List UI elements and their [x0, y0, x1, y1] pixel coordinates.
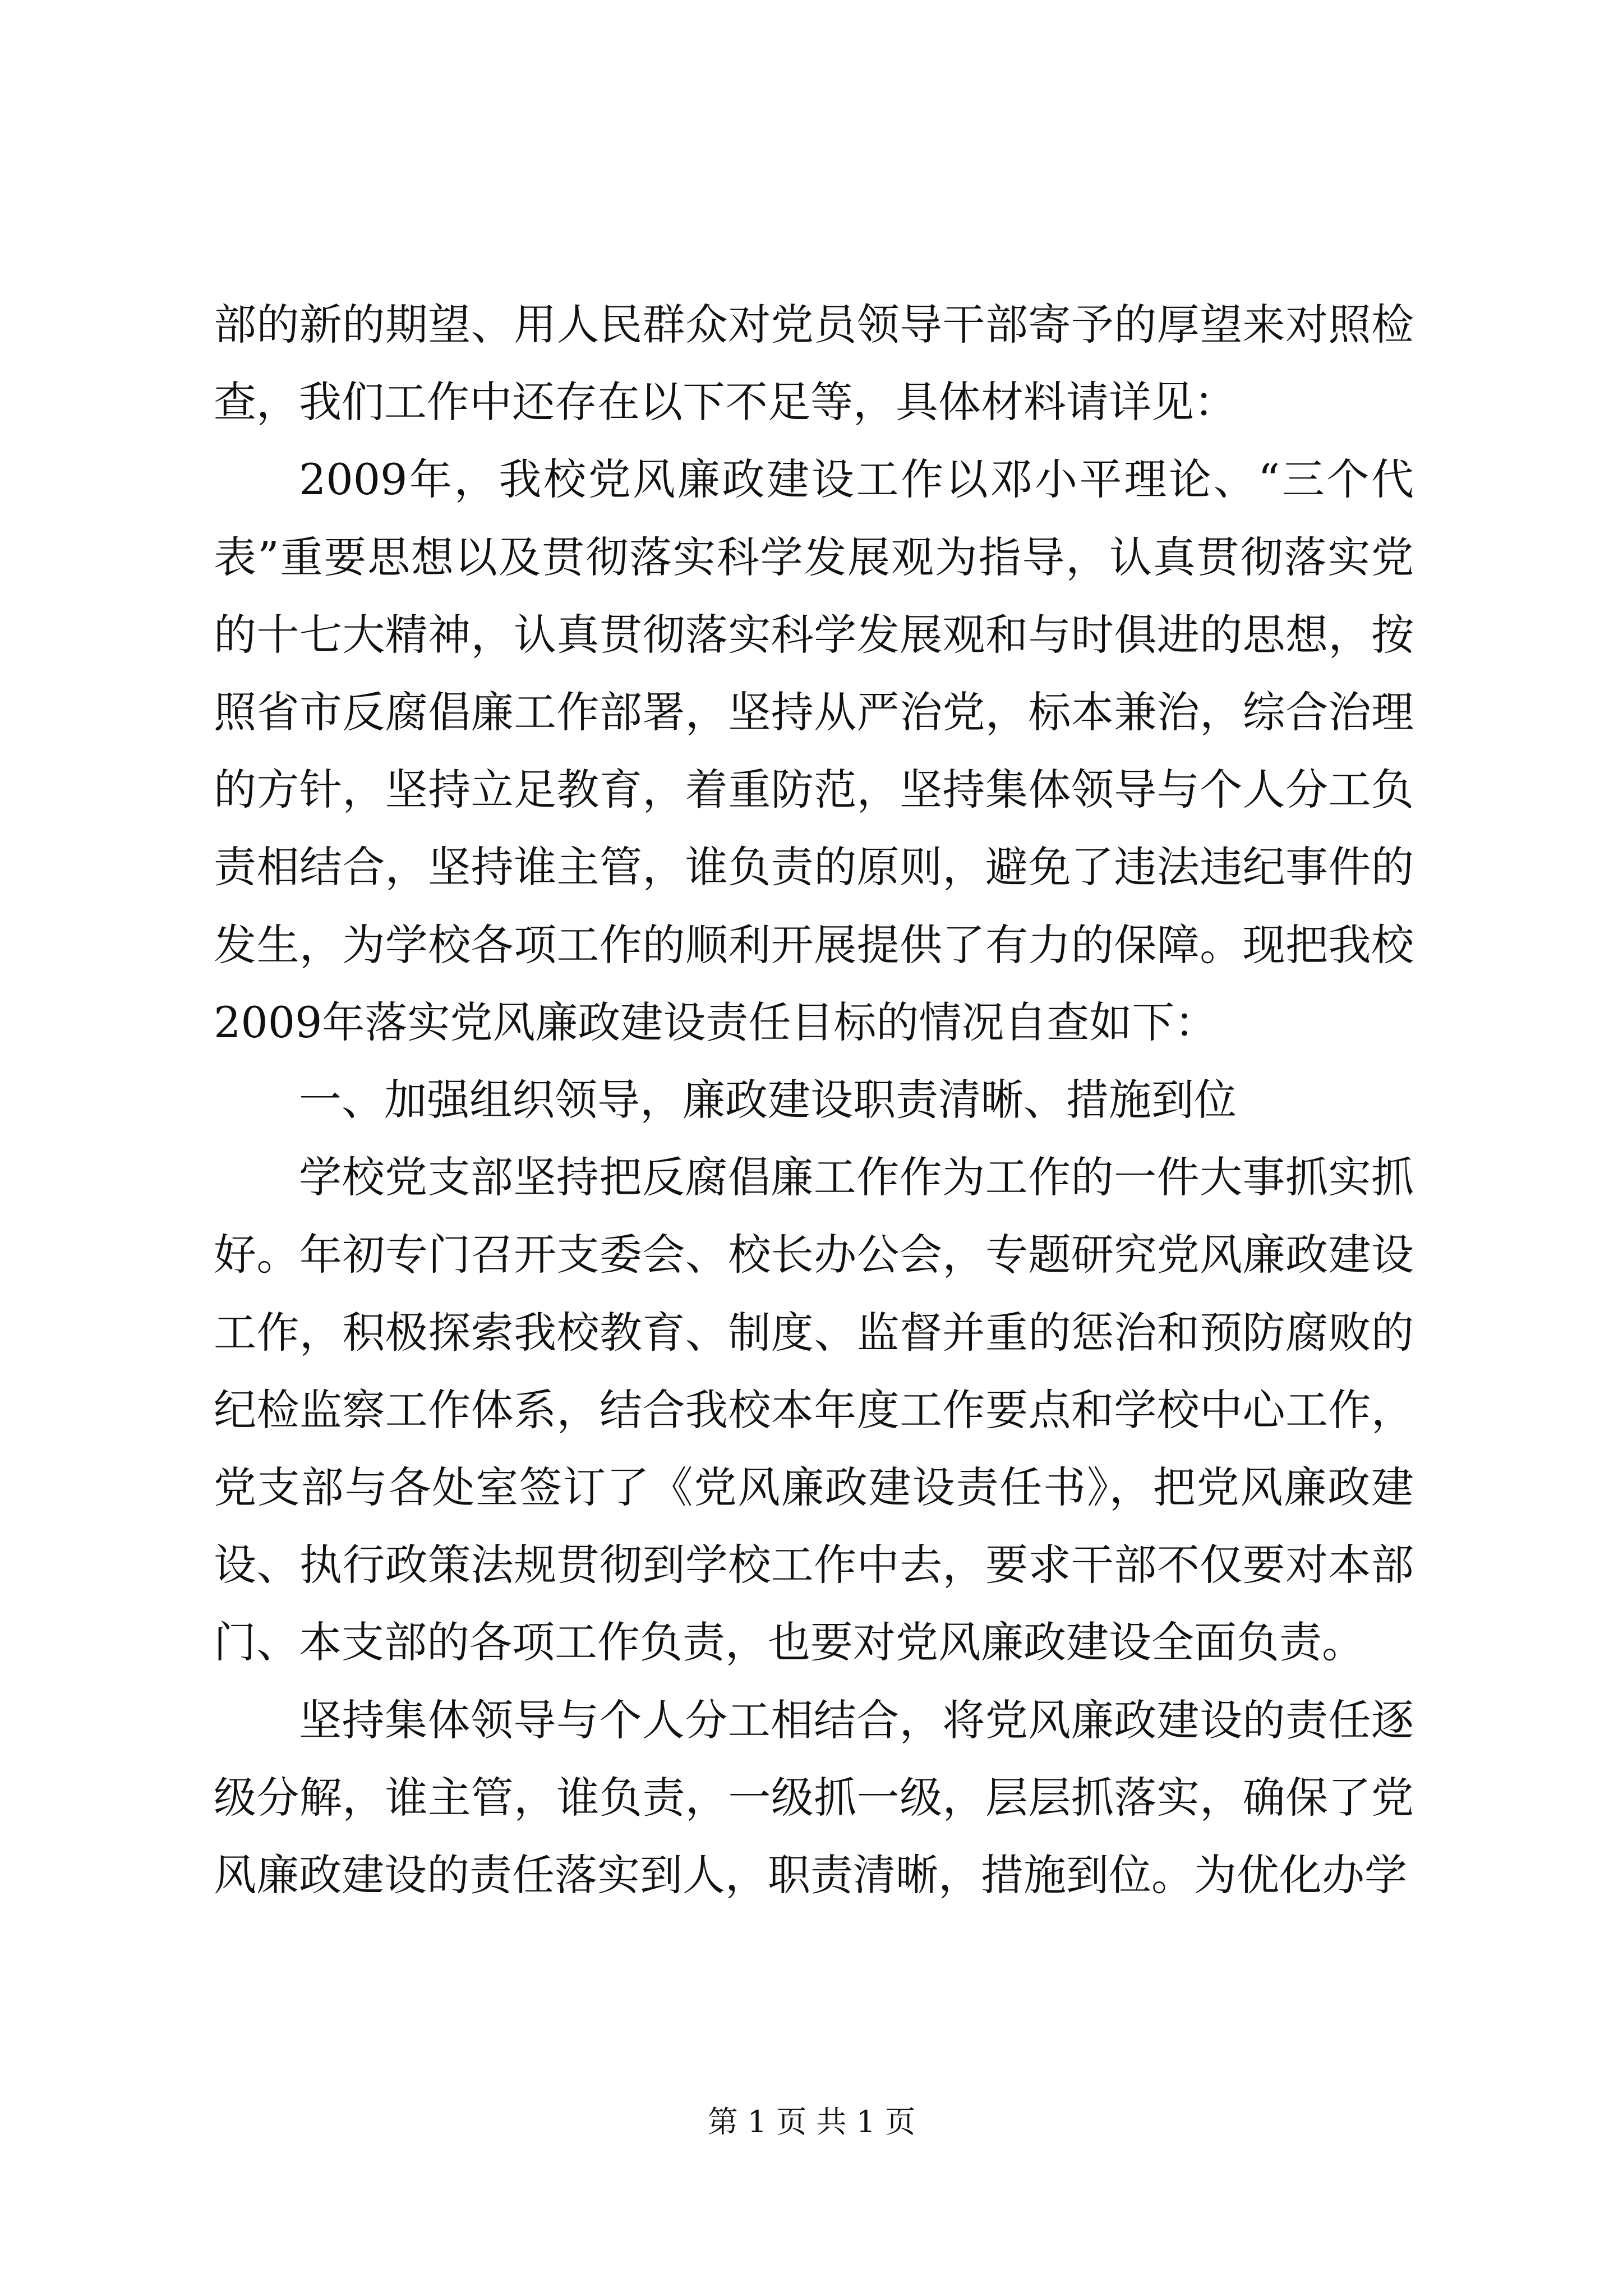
paragraph-intro: 2009年，我校党风廉政建设工作以邓小平理论、“三个代表”重要思想以及贯彻落实科学发展观为指导，认真贯彻落实党的十七大精神，认真贯彻落实科学发展观和与时俱进的思想，按照省市反腐倡廉工作部署，坚持从严治党，标本兼治，综合治理的方针，坚持立足教育，着重防范，坚持集体领导与个人分工负责相结合，坚持谁主管，谁负责的原则，避免了违法违纪事件的发生，为学校各项工作的顺利开展提供了有力的保障。现把我校2009年落实党风廉政建设责任目标的情况自查如下： — [214, 454, 1414, 1047]
page-footer: 第 1 页 共 1 页 — [707, 2104, 916, 2139]
paragraph-continuation: 部的新的期望、用人民群众对党员领导干部寄予的厚望来对照检查，我们工作中还存在以下不足等，具体材料请详见： — [214, 300, 1414, 427]
document-body — [214, 286, 1414, 1914]
paragraph-collective-leadership: 坚持集体领导与个人分工相结合，将党风廉政建设的责任逐级分解，谁主管，谁负责，一级抓一级，层层抓落实，确保了党风廉政建设的责任落实到人，职责清晰，措施到位。为优化办学 — [214, 1695, 1414, 1901]
paragraph-section-body: 学校党支部坚持把反腐倡廉工作作为工作的一件大事抓实抓好。年初专门召开支委会、校长办公会，专题研究党风廉政建设工作，积极探索我校教育、制度、监督并重的惩治和预防腐败的纪检监察工作体系，结合我校本年度工作要点和学校中心工作，党支部与各处室签订了《党风廉政建设责任书》，把党风廉政建设、执行政策法规贯彻到学校工作中去，要求干部不仅要对本部门、本支部的各项工作负责，也要对党风廉政建设全面负责。 — [214, 1152, 1414, 1668]
section-heading: 一、加强组织领导，廉政建设职责清晰、措施到位 — [299, 1075, 1237, 1125]
